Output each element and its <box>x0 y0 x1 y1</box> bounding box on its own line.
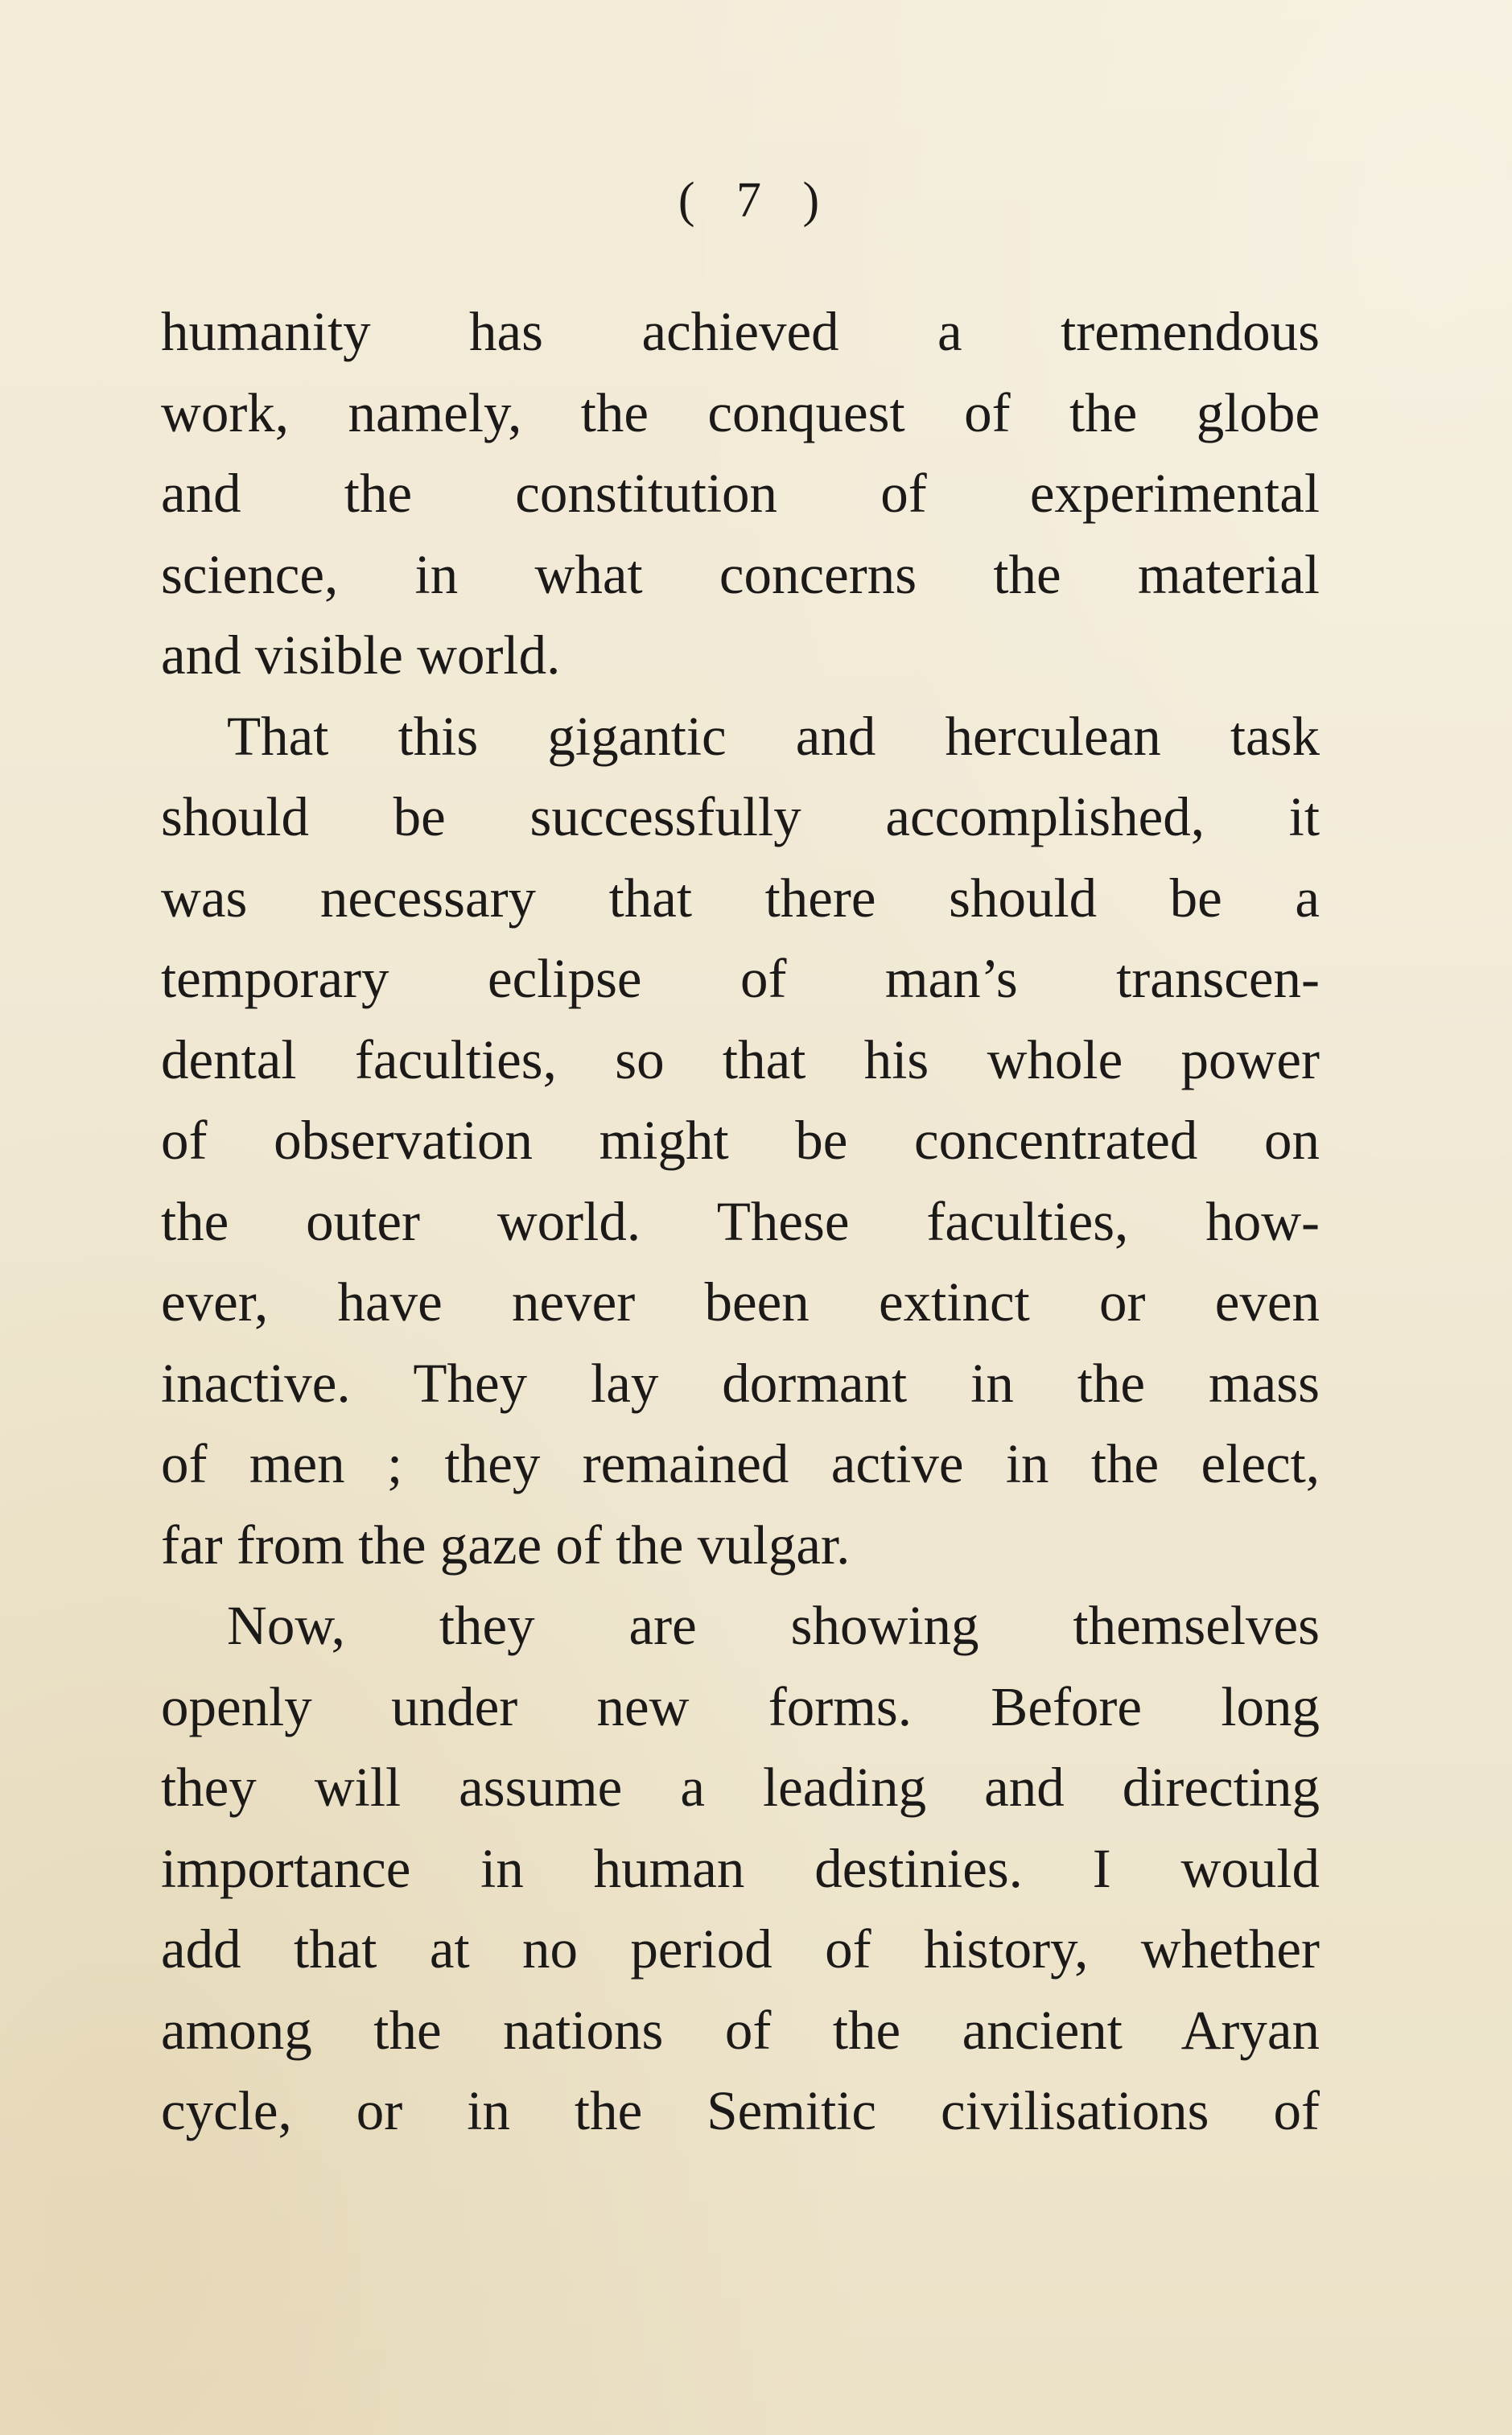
text-line: work, namely, the conquest of the globe <box>161 381 1320 443</box>
text-line: far from the gaze of the vulgar. <box>161 1514 851 1576</box>
text-line: and the constitution of experimental <box>161 463 1320 524</box>
text-line: science, in what concerns the material <box>161 543 1320 605</box>
text-line: openly under new forms. Before long <box>161 1675 1320 1737</box>
text-line: inactive. They lay dormant in the mass <box>161 1352 1320 1414</box>
page-number: ( 7 ) <box>678 173 834 228</box>
text-line: the outer world. These faculties, how- <box>161 1190 1320 1252</box>
body-text <box>161 291 1320 2152</box>
text-line: temporary eclipse of man’s transcen- <box>161 948 1320 1009</box>
text-line: and visible world. <box>161 624 561 686</box>
text-line: among the nations of the ancient Aryan <box>161 1999 1320 2061</box>
text-line: That this gigantic and herculean task <box>227 705 1320 767</box>
text-line: of men ; they remained active in the elect, <box>161 1433 1320 1494</box>
text-line: dental faculties, so that his whole power <box>161 1028 1320 1090</box>
text-line: add that at no period of history, whether <box>161 1918 1320 1980</box>
text-line: humanity has achieved a tremendous <box>161 301 1320 362</box>
text-line: they will assume a leading and directing <box>161 1757 1320 1818</box>
text-line: importance in human destinies. I would <box>161 1837 1320 1899</box>
text-line: should be successfully accomplished, it <box>161 786 1320 847</box>
text-line: cycle, or in the Semitic civilisations of <box>161 2080 1320 2141</box>
text-line: was necessary that there should be a <box>161 867 1320 929</box>
text-line: ever, have never been extinct or even <box>161 1271 1320 1333</box>
text-line: of observation might be concentrated on <box>161 1110 1320 1171</box>
text-line: Now, they are showing themselves <box>227 1595 1320 1656</box>
